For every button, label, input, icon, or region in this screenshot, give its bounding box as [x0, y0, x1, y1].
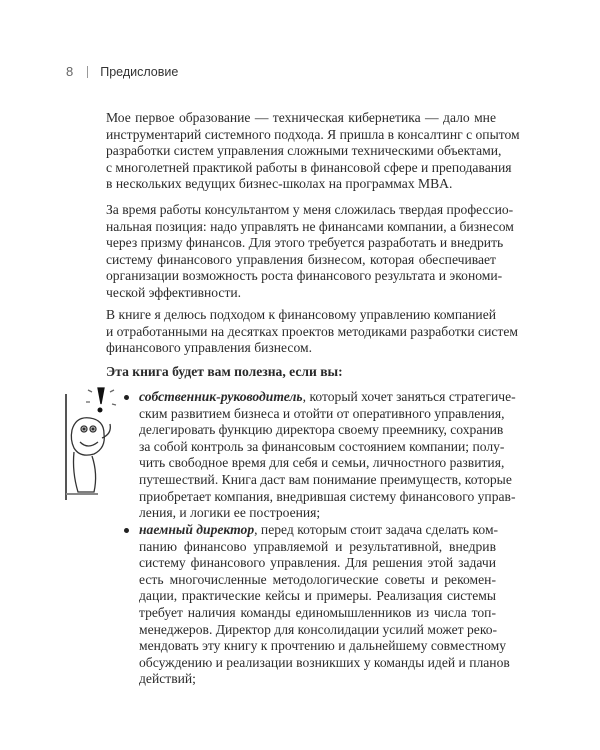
bullet-item-1	[106, 389, 516, 522]
text-line: ческой эффективности.	[106, 284, 242, 300]
text-line: финансового управления бизнесом.	[106, 340, 312, 356]
text-line	[139, 522, 499, 539]
text-line: разработки систем управления сложными техническими объектами,	[106, 143, 502, 159]
page-number: 8	[66, 64, 74, 79]
bullet-term: собственник-руководитель	[139, 389, 303, 404]
text-fragment: , который хочет заняться стратегиче-	[302, 389, 516, 404]
text-line: В книге я делюсь подходом к финансовому управлению компанией	[106, 307, 496, 322]
running-header	[66, 64, 178, 79]
text-line: Мое первое образование — техническая кибернетика — дало мне	[106, 110, 496, 125]
text-line: дации, практические кейсы и примеры. Реализация системы	[139, 588, 496, 604]
heading-block	[106, 364, 496, 381]
text-line: есть многочисленные методологические советы и рекомен-	[139, 571, 496, 587]
text-line: ления, и логики ее построения;	[139, 505, 321, 521]
text-line: инструментарий системного подхода. Я пришла в консалтинг с опытом	[106, 126, 520, 142]
text-line	[139, 389, 516, 406]
bullet-text	[139, 522, 510, 688]
text-line: обсуждению и реализации возникших у команды идей и планов	[139, 654, 510, 670]
text-line: с многолетней практикой работы в финансовой сфере и преподавания	[106, 159, 512, 175]
text-line: систему финансового управления. Для решения этой задачи	[139, 555, 496, 571]
text-line: менеджеров. Директор для консолидации усилий может реко-	[139, 621, 498, 637]
text-line: за собой контроль за финансовым состоянием компании; полу-	[139, 438, 505, 454]
text-line: ским развитием бизнеса и отойти от оперативного управления,	[139, 405, 505, 421]
bullet-item-2	[106, 522, 510, 688]
text-line: организации возможность роста финансового результата и экономи-	[106, 268, 503, 284]
bullet-icon	[124, 395, 129, 400]
text-line: делегировать функцию директора своему преемнику, сохранив	[139, 422, 504, 438]
text-line: мендовать эту книгу к прочтению и дальнейшему совместному	[139, 638, 507, 654]
bullet-term: наемный директор	[139, 522, 255, 537]
text-line: через призму финансов. Для этого требуется разработать и внедрить	[106, 235, 504, 251]
text-line: требует наличия команды единомышленников из числа топ-	[139, 604, 496, 620]
header-divider	[87, 66, 88, 78]
text-line: и отработанными на десятках проектов методиками разработки систем	[106, 323, 518, 339]
text-line: За время работы консультантом у меня сложилась твердая профессио-	[106, 202, 514, 217]
text-line: путешествий. Книга даст вам понимание преимуществ, которые	[139, 471, 512, 487]
text-line: приобретает компания, внедрившая систему финансового управ-	[139, 488, 516, 504]
text-fragment: , перед которым стоит задача сделать ком-	[254, 522, 499, 537]
paragraph-3	[106, 307, 518, 357]
monkey-illustration	[58, 382, 120, 507]
text-line: нальная позиция: надо управлять не финансами компании, а бизнесом	[106, 218, 514, 234]
section-title: Предисловие	[100, 64, 179, 79]
text-line: действий;	[139, 671, 196, 687]
text-line: панию финансово управляемой и результативной, внедрив	[139, 538, 496, 554]
paragraph-1	[106, 110, 520, 193]
bullet-text	[139, 389, 516, 522]
list-heading: Эта книга будет вам полезна, если вы:	[106, 364, 343, 379]
text-line: в нескольких ведущих бизнес-школах на программах MBA.	[106, 176, 453, 192]
text-line: чить свободное время для себя и семьи, личностного развития,	[139, 455, 505, 471]
bullet-icon	[124, 528, 129, 533]
text-line: систему финансового управления бизнесом, которая обеспечивает	[106, 251, 496, 267]
paragraph-2	[106, 202, 514, 302]
